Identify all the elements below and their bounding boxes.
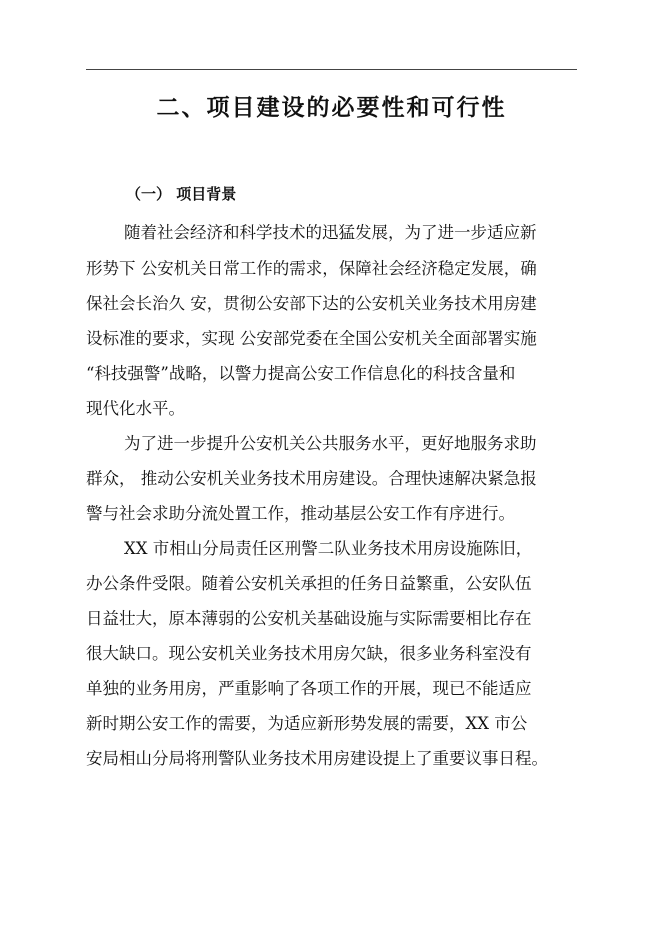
paragraph-2-line-3: 警与社会求助分流处置工作，推动基层公安工作有序进行。 <box>86 504 515 523</box>
paragraph-3-line-4: 很大缺口。现公安机关业务技术用房欠缺，很多业务科室没有 <box>86 644 532 663</box>
paragraph-1-line-4: 设标准的要求，实现 公安部党委在全国公安机关全面部署实施 <box>86 329 537 348</box>
header-rule <box>86 69 577 70</box>
section-heading: （一） 项目背景 <box>126 185 237 203</box>
paragraph-1-line-2: 形势下 公安机关日常工作的需求，保障社会经济稳定发展，确 <box>86 259 537 278</box>
paragraph-3-line-5: 单独的业务用房，严重影响了各项工作的开展，现已不能适应 <box>86 679 532 698</box>
paragraph-1-line-6: 现代化水平。 <box>86 399 185 418</box>
paragraph-3-line-7: 安局相山分局将刑警队业务技术用房建设提上了重要议事日程。 <box>86 749 548 768</box>
paragraph-3-line-3: 日益壮大，原本薄弱的公安机关基础设施与实际需要相比存在 <box>86 609 532 628</box>
paragraph-1-line-5: “科技强警”战略，以警力提高公安工作信息化的科技含量和 <box>86 364 516 383</box>
paragraph-1-line-1: 随着社会经济和科学技术的迅猛发展，为了进一步适应新 <box>124 223 537 242</box>
paragraph-3-line-1: XX 市相山分局责任区刑警二队业务技术用房设施陈旧， <box>124 539 533 558</box>
paragraph-2-line-1: 为了进一步提升公安机关公共服务水平，更好地服务求助 <box>124 434 537 453</box>
paragraph-3-line-6: 新时期公安工作的需要，为适应新形势发展的需要，XX 市公 <box>86 714 528 733</box>
document-title: 二、项目建设的必要性和可行性 <box>156 94 507 121</box>
paragraph-1-line-3: 保社会长治久 安，贯彻公安部下达的公安机关业务技术用房建 <box>86 294 537 313</box>
paragraph-3-line-2: 办公条件受限。随着公安机关承担的任务日益繁重，公安队伍 <box>86 574 532 593</box>
paragraph-2-line-2: 群众， 推动公安机关业务技术用房建设。合理快速解决紧急报 <box>86 469 537 488</box>
